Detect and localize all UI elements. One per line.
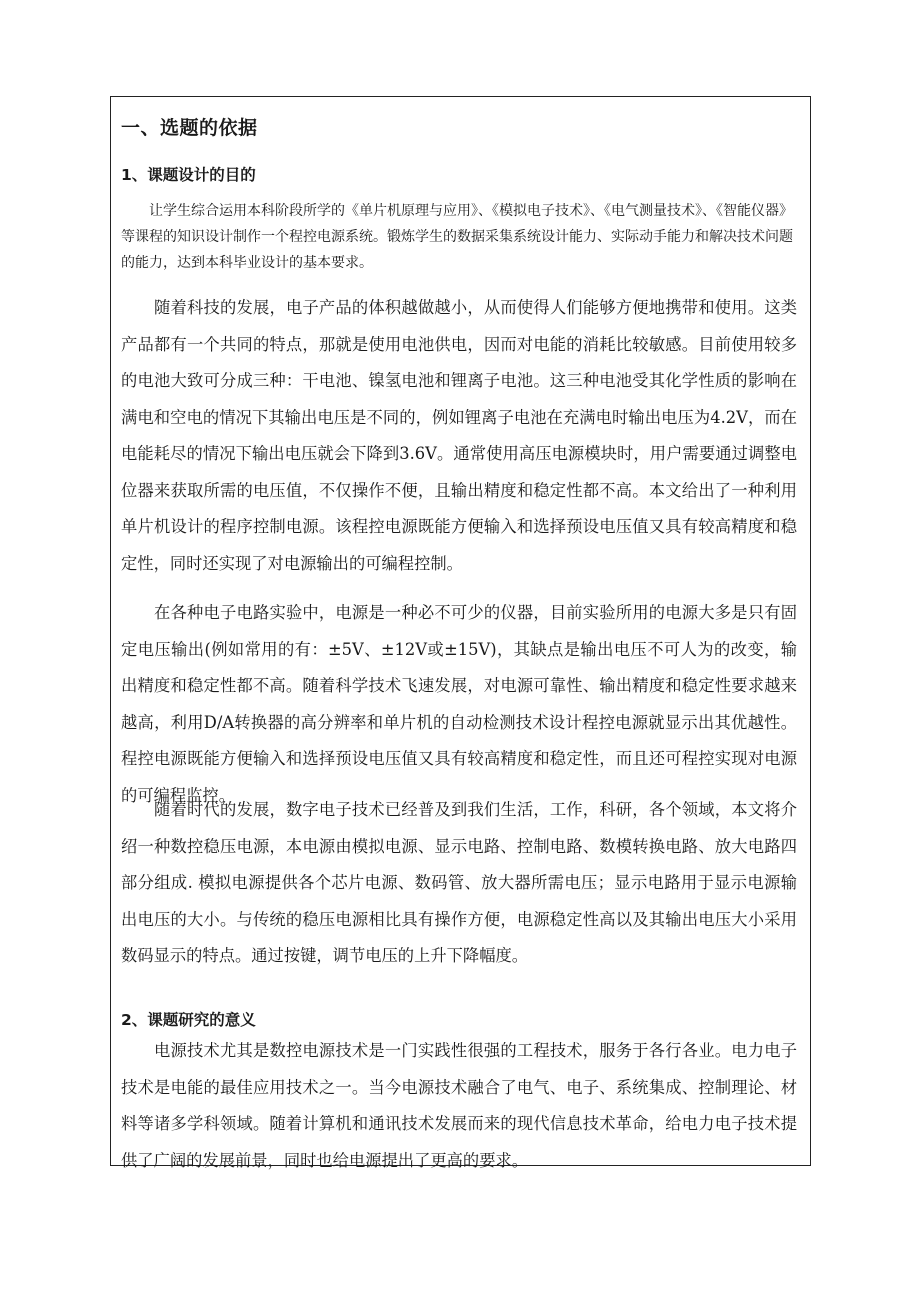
purpose-paragraph-1: 让学生综合运用本科阶段所学的《单片机原理与应用》、《模拟电子技术》、《电气测量技术》、《智能仪器》等课程的知识设计制作一个程控电源系统。锻炼学生的数据采集系统设计能力、实际动手能力和解决技术问题的能力，达到本科毕业设计的基本要求。 [121, 203, 793, 271]
purpose-paragraph-3: 在各种电子电路实验中，电源是一种必不可少的仪器，目前实验所用的电源大多是只有固定电压输出(例如常用的有：±5V、±12V或±15V)，其缺点是输出电压不可人为的改变，输出精度和稳定性都不高。随着科学技术飞速发展，对电源可靠性、输出精度和稳定性要求越来越高，利用D/A转换器的高分辨率和单片机的自动检测技术设计程控电源就显示出其优越性。 程控电源既能方便输入和选择预设电压值又具有较高精度和稳定性，而且还可程控实现对电源的可编程监控。 [121, 603, 797, 805]
purpose-heading: 1、课题设计的目的 [121, 166, 256, 184]
significance-heading: 2、课题研究的意义 [121, 1011, 256, 1029]
significance-paragraph-1: 电源技术尤其是数控电源技术是一门实践性很强的工程技术，服务于各行各业。电力电子技术是电能的最佳应用技术之一。当今电源技术融合了电气、电子、系统集成、控制理论、材料等诸多学科领域。随着计算机和通讯技术发展而来的现代信息技术革命，给电力电子技术提供了广阔的发展前景，同时也给电源提出了更高的要求。 [121, 1041, 797, 1170]
purpose-paragraph-2: 随着科技的发展，电子产品的体积越做越小，从而使得人们能够方便地携带和使用。这类产品都有一个共同的特点，那就是使用电池供电，因而对电能的消耗比较敏感。目前使用较多的电池大致可分成三种：干电池、镍氢电池和锂离子电池。这三种电池受其化学性质的影响在满电和空电的情况下其输出电压是不同的，例如锂离子电池在充满电时输出电压为4.2V，而在电能耗尽的情况下输出电压就会下降到3.6V。通常使用高压电源模块时，用户需要通过调整电位器来获取所需的电压值，不仅操作不便，且输出精度和稳定性都不高。本文给出了一种利用单片机设计的程序控制电源。该程控电源既能方便输入和选择预设电压值又具有较高精度和稳定性，同时还实现了对电源输出的可编程控制。 [121, 298, 797, 573]
section-heading: 一、选题的依据 [121, 117, 258, 139]
purpose-paragraph-4: 随着时代的发展，数字电子技术已经普及到我们生活，工作，科研，各个领域，本文将介绍一种数控稳压电源，本电源由模拟电源、显示电路、控制电路、数模转换电路、放大电路四部分组成. 模拟电源提供各个芯片电源、数码管、放大器所需电压；显示电路用于显示电源输出电压的大小。与传统的稳压电源相比具有操作方便，电源稳定性高以及其输出电压大小采用数码显示的特点。通过按键，调节电压的上升下降幅度。 [121, 800, 797, 965]
